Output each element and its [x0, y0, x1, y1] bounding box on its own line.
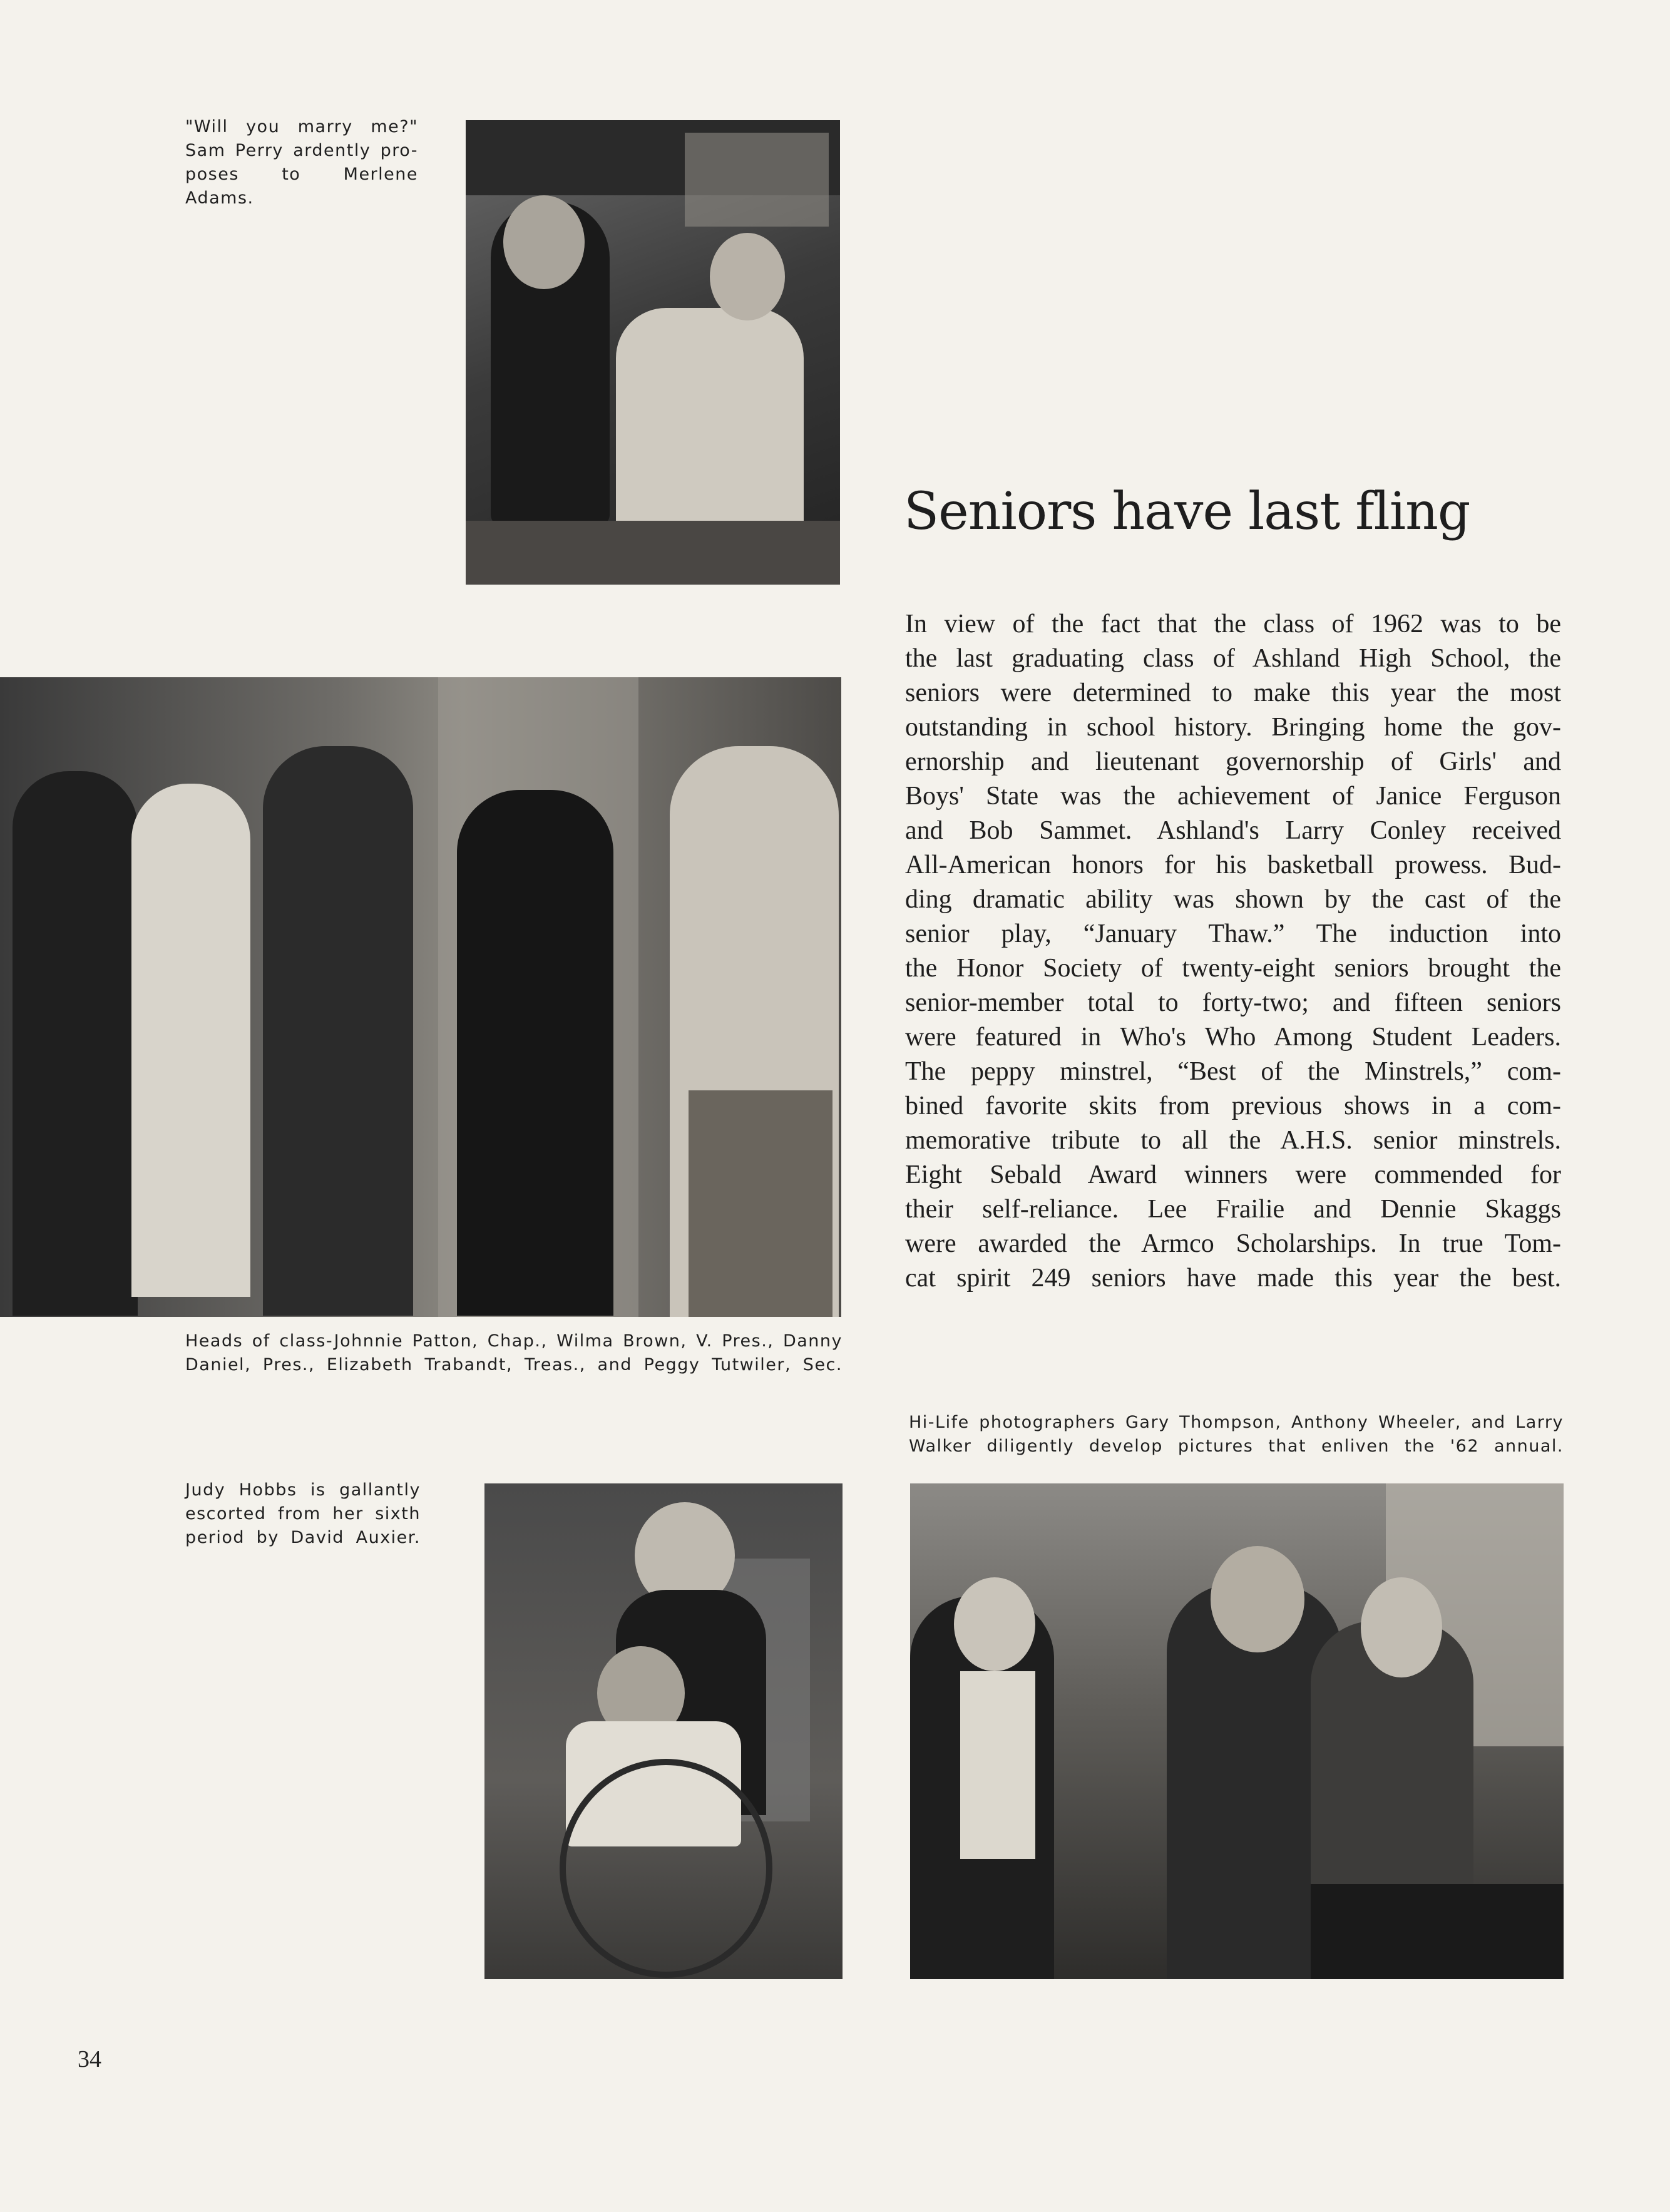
article-headline: Seniors have last fling	[904, 482, 1470, 541]
article-line: In view of the fact that the class of 1962 was to be	[905, 610, 1561, 638]
article-line: senior-member total to forty-two; and fifteen seniors	[905, 988, 1561, 1017]
caption-line: poses to Merlene Adams.	[185, 165, 418, 208]
article-line: cat spirit 249 seniors have made this year the best.	[905, 1264, 1561, 1293]
caption-escort	[185, 1478, 421, 1550]
caption-line: period by David Auxier.	[185, 1528, 421, 1547]
article-line: the last graduating class of Ashland High School, the	[905, 644, 1561, 673]
article-line: bined favorite skits from previous shows in a com-	[905, 1092, 1561, 1120]
article-line: the Honor Society of twenty-eight seniors brought the	[905, 954, 1561, 983]
article-line: Eight Sebald Award winners were commended for	[905, 1160, 1561, 1189]
article-line: senior play, “January Thaw.” The induction into	[905, 919, 1561, 948]
article-line: memorative tribute to all the A.H.S. senior minstrels.	[905, 1126, 1561, 1155]
article-line: were featured in Who's Who Among Student Leaders.	[905, 1023, 1561, 1052]
article-line: ernorship and lieutenant governorship of Girls' and	[905, 747, 1561, 776]
article-line: All-American honors for his basketball prowess. Bud-	[905, 851, 1561, 879]
caption-line: "Will you marry me?"	[185, 117, 418, 136]
caption-proposal	[185, 115, 418, 210]
article-line: ding dramatic ability was shown by the cast of the	[905, 885, 1561, 914]
caption-line: Walker diligently develop pictures that enliven the '62 annual.	[909, 1436, 1564, 1456]
article-line: their self-reliance. Lee Frailie and Dennie Skaggs	[905, 1195, 1561, 1224]
caption-line: Sam Perry ardently pro-	[185, 141, 418, 160]
caption-line: Hi-Life photographers Gary Thompson, Anthony Wheeler, and Larry	[909, 1413, 1564, 1432]
article-line: were awarded the Armco Scholarships. In true Tom-	[905, 1229, 1561, 1258]
caption-line: Heads of class-Johnnie Patton, Chap., Wilma Brown, V. Pres., Danny	[185, 1331, 843, 1351]
caption-line: Daniel, Pres., Elizabeth Trabandt, Treas., and Peggy Tutwiler, Sec.	[185, 1355, 843, 1375]
article-line: The peppy minstrel, “Best of the Minstrels,” com-	[905, 1057, 1561, 1086]
article-line: seniors were determined to make this year the most	[905, 678, 1561, 707]
photo-escort	[484, 1483, 843, 1979]
photo-class-officers	[0, 677, 841, 1317]
article-line: and Bob Sammet. Ashland's Larry Conley received	[905, 816, 1561, 845]
article-line: Boys' State was the achievement of Janice Ferguson	[905, 782, 1561, 811]
article-body	[905, 607, 1561, 1296]
photo-photographers	[910, 1483, 1564, 1979]
article-line: outstanding in school history. Bringing home the gov-	[905, 713, 1561, 742]
page-number: 34	[78, 2046, 101, 2072]
caption-photographers	[909, 1411, 1564, 1458]
caption-line: Judy Hobbs is gallantly	[185, 1480, 421, 1500]
photo-proposal	[466, 120, 840, 585]
caption-line: escorted from her sixth	[185, 1504, 421, 1523]
caption-class-officers	[185, 1329, 843, 1377]
